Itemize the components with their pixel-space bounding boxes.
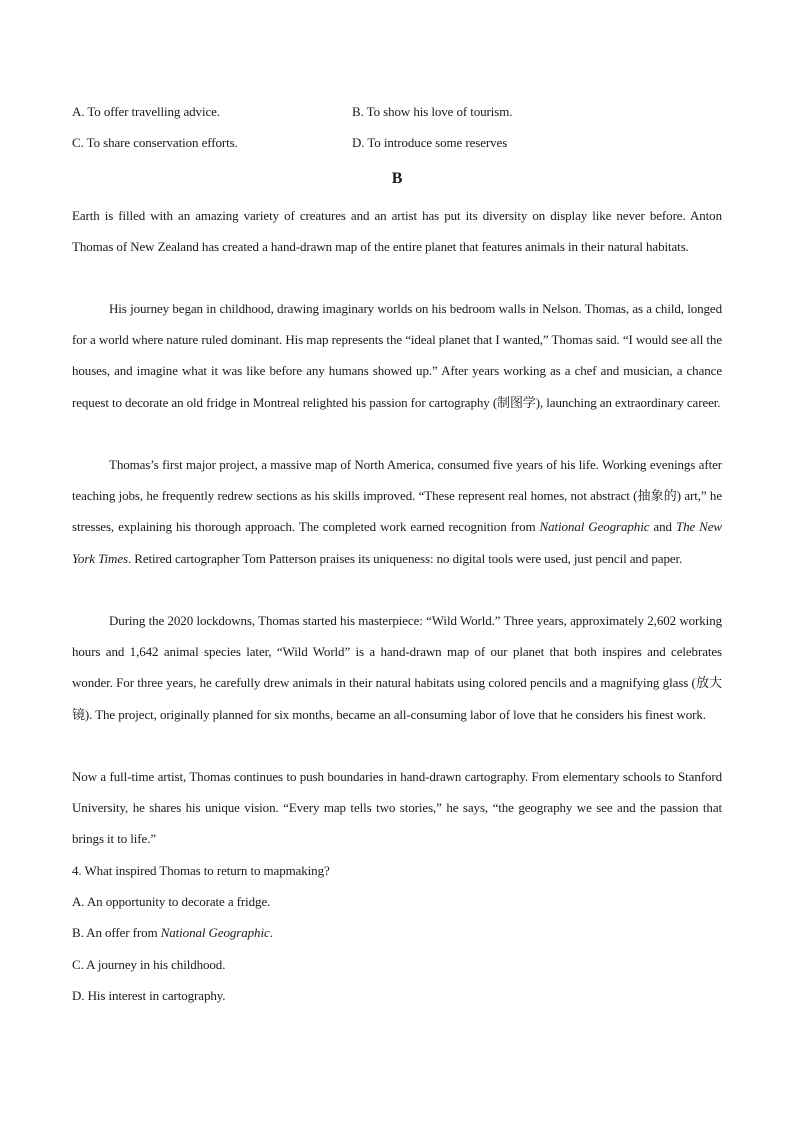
national-geographic-title: National Geographic [539, 519, 650, 535]
section-heading: B [391, 170, 403, 187]
prev-options-row-2 [72, 135, 722, 155]
question-stem: 4. What inspired Thomas to return to mapmaking? [72, 863, 330, 878]
passage-paragraph-3 [72, 449, 722, 574]
paragraph-3-and: and [649, 519, 676, 535]
passage-paragraph-5: Now a full-time artist, Thomas continues to push boundaries in hand-drawn cartography. From elementary schools to Stanford University, he shares his unique vision. “Every map tells two stories,” he says, “the geography we see and the passion that brings it to life.” [72, 769, 722, 847]
paragraph-3-text-a: Thomas’s first major project, a massive map of North America, consumed five years of his life. Working evenings after teaching jobs, he frequently redrew sections as his skills improved. “These represent real homes, not abstract (抽象的) art,” he stresses, explaining his thorough approach. The completed work earned recognition from [72, 457, 722, 535]
prev-option-b: B. To show his love of tourism. [352, 104, 513, 119]
prev-option-c: C. To share conservation efforts. [72, 135, 238, 150]
answer-option-c: C. A journey in his childhood. [72, 957, 226, 972]
passage-paragraph-2: His journey began in childhood, drawing imaginary worlds on his bedroom walls in Nelson. Thomas, as a child, longed for a world where nature ruled dominant. His map represents the “ideal planet that I wanted,” Thomas said. “I would see all the houses, and imagine what it was like before any humans showed up.” After years working as a chef and musician, a chance request to decorate an old fridge in Montreal relighted his passion for cartography (制图学), launching an extraordinary career. [72, 301, 722, 410]
passage-paragraph-4: During the 2020 lockdowns, Thomas started his masterpiece: “Wild World.” Three years, approximately 2,602 working hours and 1,642 animal species later, “Wild World” is a hand-drawn map of our planet that both inspires and celebrates wonder. For three years, he carefully drew animals in their natural habitats using colored pencils and a magnifying glass (放大镜). The project, originally planned for six months, became an all-consuming labor of love that he considers his finest work. [72, 613, 722, 722]
answer-option-a: A. An opportunity to decorate a fridge. [72, 894, 271, 909]
prev-option-d: D. To introduce some reserves [352, 135, 508, 150]
passage-paragraph-1: Earth is filled with an amazing variety of creatures and an artist has put its diversity on display like never before. Anton Thomas of New Zealand has created a hand-drawn map of the entire planet that features animals in their natural habitats. [72, 208, 722, 255]
option-b-prefix: B. An offer from [72, 925, 161, 940]
answer-option-b [72, 925, 273, 941]
paragraph-3-text-b: . Retired cartographer Tom Patterson praises its uniqueness: no digital tools were used, just pencil and paper. [127, 550, 683, 566]
answer-option-d: D. His interest in cartography. [72, 988, 226, 1003]
new-york-times-title: The New York Times [72, 519, 722, 566]
prev-options-row-1 [72, 104, 722, 124]
prev-option-a: A. To offer travelling advice. [72, 104, 220, 119]
option-b-suffix: . [269, 925, 273, 940]
option-b-italic: National Geographic [160, 925, 270, 940]
